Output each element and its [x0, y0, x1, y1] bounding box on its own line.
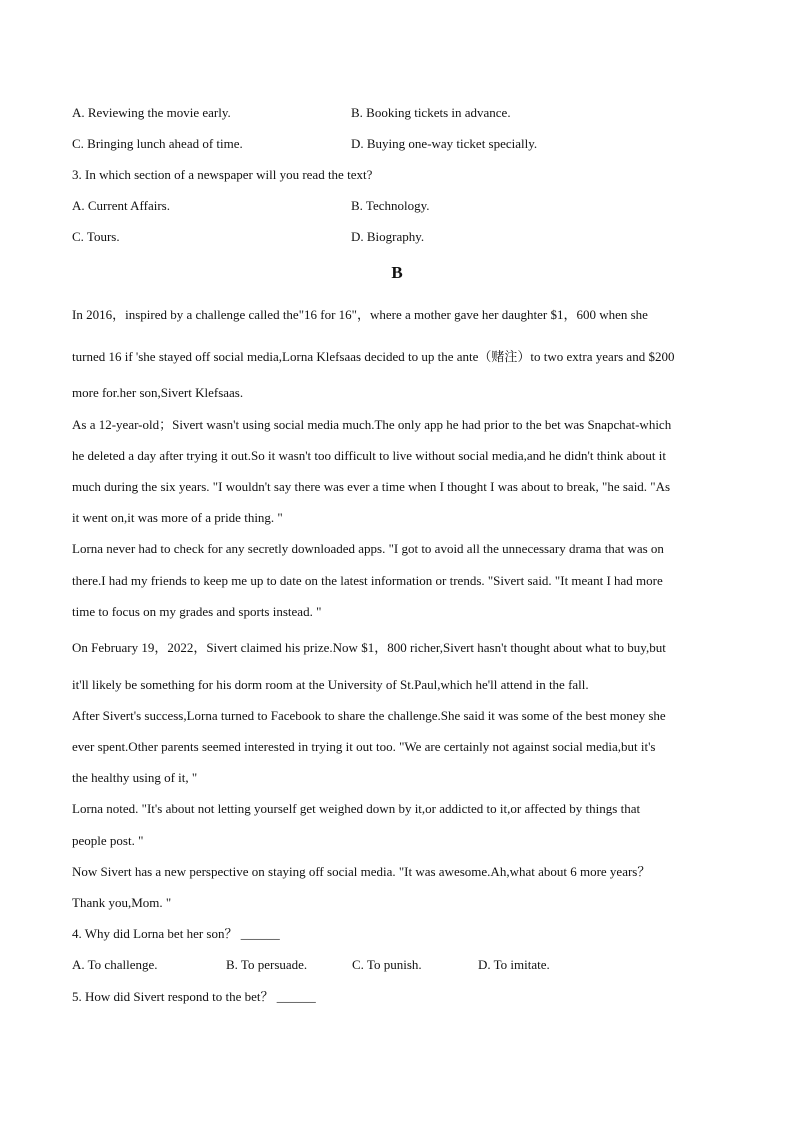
passage-line: ever spent.Other parents seemed interested in trying it out too. "We are certainly not against social media,but it's: [72, 739, 656, 754]
passage-line: more for.her son,Sivert Klefsaas.: [72, 385, 244, 400]
q5-stem: 5. How did Sivert respond to the bet？ ______: [72, 989, 316, 1004]
passage-line: turned 16 if 'she stayed off social media,Lorna Klefsaas decided to up the ante（赌注）to two extra years and $200: [72, 349, 675, 364]
q4-option-d: D. To imitate.: [478, 957, 550, 972]
q3-stem: 3. In which section of a newspaper will you read the text?: [72, 167, 373, 182]
passage-line: As a 12-year-old；Sivert wasn't using social media much.The only app he had prior to the bet was Snapchat-which: [72, 417, 672, 432]
passage-line: people post. ": [72, 833, 144, 848]
passage-line: Thank you,Mom. ": [72, 895, 172, 910]
q2-option-d: D. Buying one-way ticket specially.: [351, 136, 538, 151]
passage-line: the healthy using of it, ": [72, 770, 198, 785]
passage-line: On February 19，2022，Sivert claimed his prize.Now $1，800 richer,Sivert hasn't thought about what to buy,but: [72, 640, 666, 655]
q4-option-a: A. To challenge.: [72, 957, 158, 972]
passage-line: In 2016，inspired by a challenge called the"16 for 16"，where a mother gave her daughter $1，600 when she: [72, 307, 648, 322]
q4-option-c: C. To punish.: [352, 957, 422, 972]
passage-line: much during the six years. "I wouldn't say there was ever a time when I thought I was about to break, "he said. "As: [72, 479, 671, 494]
passage-line: it'll likely be something for his dorm room at the University of St.Paul,which he'll attend in the fall.: [72, 677, 589, 692]
q2-option-a: A. Reviewing the movie early.: [72, 105, 231, 120]
passage-line: Now Sivert has a new perspective on staying off social media. "It was awesome.Ah,what about 6 more years？: [72, 864, 651, 879]
passage-line: After Sivert's success,Lorna turned to Facebook to share the challenge.She said it was some of the best money she: [72, 708, 666, 723]
q3-option-a: A. Current Affairs.: [72, 198, 170, 213]
q4-option-b: B. To persuade.: [226, 957, 308, 972]
section-heading: B: [391, 263, 403, 282]
q2-option-c: C. Bringing lunch ahead of time.: [72, 136, 243, 151]
passage-line: time to focus on my grades and sports instead. ": [72, 604, 322, 619]
q2-option-b: B. Booking tickets in advance.: [351, 105, 511, 120]
q3-option-d: D. Biography.: [351, 229, 425, 244]
q4-stem: 4. Why did Lorna bet her son？ ______: [72, 926, 280, 941]
passage-line: he deleted a day after trying it out.So it wasn't too difficult to live without social media,and he didn't think about it: [72, 448, 667, 463]
passage-line: Lorna noted. "It's about not letting yourself get weighed down by it,or addicted to it,or affected by things that: [72, 801, 641, 816]
q3-option-c: C. Tours.: [72, 229, 120, 244]
q3-option-b: B. Technology.: [351, 198, 430, 213]
passage-line: Lorna never had to check for any secretly downloaded apps. "I got to avoid all the unnecessary drama that was on: [72, 541, 664, 556]
passage-line: it went on,it was more of a pride thing. ": [72, 510, 283, 525]
passage-line: there.I had my friends to keep me up to date on the latest information or trends. "Sivert said. "It meant I had more: [72, 573, 663, 588]
